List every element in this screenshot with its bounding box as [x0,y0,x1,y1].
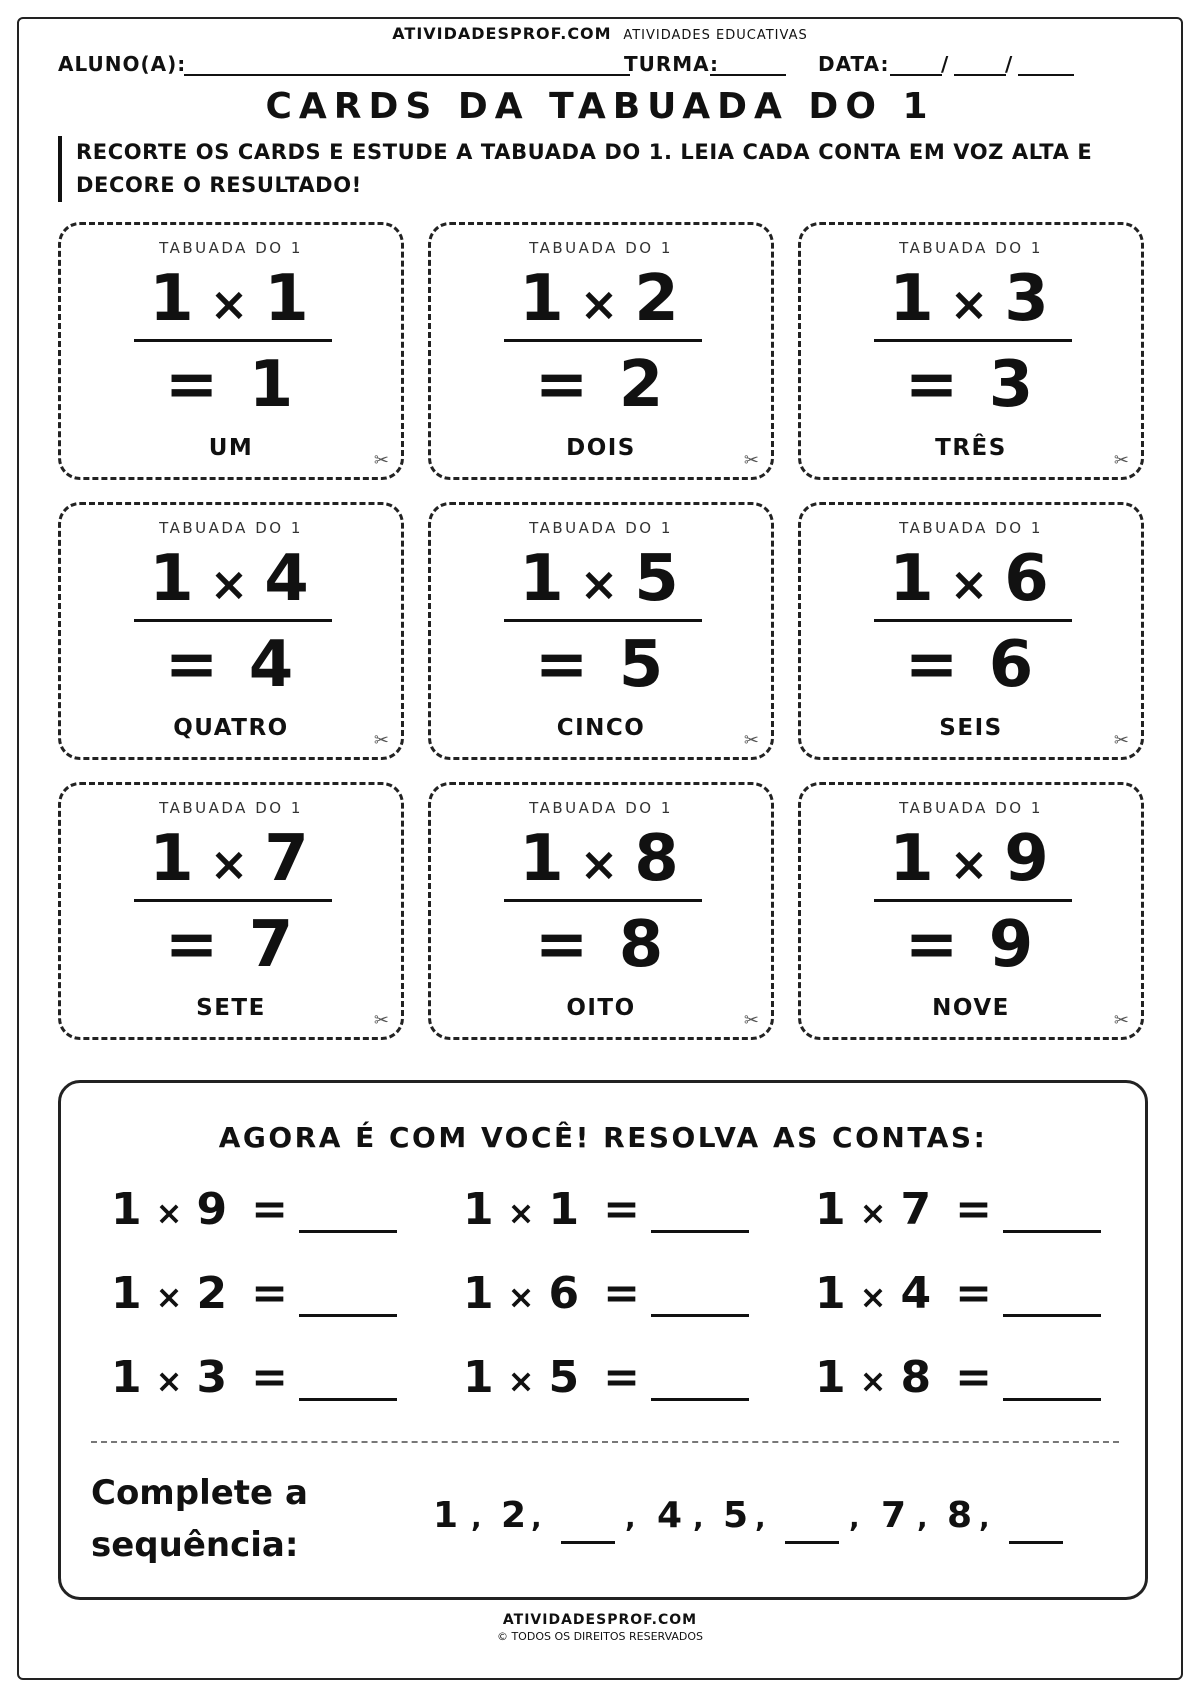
problem-expression [111,1268,290,1319]
answer-blank[interactable] [651,1398,749,1401]
times-sign: × [859,1362,889,1400]
problem-operand-b: 2 [196,1268,230,1319]
flash-card [798,222,1144,480]
equals-sign: = [603,1352,642,1403]
times-sign: × [859,1278,889,1316]
card-equation [431,819,771,904]
flash-card [58,782,404,1040]
class-label: TURMA: [624,52,720,76]
problem-operand-a: 1 [111,1184,144,1235]
date-day-field[interactable] [890,74,942,76]
instruction-text: RECORTE OS CARDS E ESTUDE A TABUADA DO 1. LEIA CADA CONTA EM VOZ ALTA E DECORE O RESULTADO! [58,136,1118,202]
times-sign: × [155,1194,185,1232]
card-equation [801,259,1141,344]
card-word: NOVE [932,995,1010,1021]
card-equation [61,539,401,624]
problem-expression [463,1268,642,1319]
card-operand-b: 2 [634,262,683,336]
card-divider-line [134,899,332,902]
date-separator: / [941,52,950,76]
times-sign: × [859,1194,889,1232]
date-year-field[interactable] [1018,74,1074,76]
answer-blank[interactable] [1003,1398,1101,1401]
problem-operand-a: 1 [111,1268,144,1319]
problem-operand-a: 1 [463,1184,496,1235]
card-operand-a: 1 [519,542,568,616]
flash-card [798,782,1144,1040]
card-word: TRÊS [935,435,1007,461]
footer [0,1612,1200,1643]
problem-operand-a: 1 [463,1268,496,1319]
scissors-icon: ✂ [743,730,759,751]
answer-blank[interactable] [1003,1314,1101,1317]
equals-sign: = [251,1184,290,1235]
answer-blank[interactable] [1003,1230,1101,1233]
card-operand-b: 3 [1004,262,1053,336]
sequence-number: 5 [723,1495,749,1536]
sequence-separator: , [531,1501,542,1534]
sequence-blank[interactable] [785,1541,839,1544]
math-problem [463,1351,763,1411]
sequence-number: 1 [433,1495,459,1536]
sequence-label [91,1467,308,1571]
times-sign: × [579,557,623,611]
equals-sign: = [955,1184,994,1235]
card-operand-b: 8 [634,822,683,896]
card-operand-a: 1 [519,822,568,896]
scissors-icon: ✂ [1113,1010,1129,1031]
card-label: TABUADA DO 1 [899,239,1043,257]
problem-expression [111,1184,290,1235]
card-operand-b: 4 [264,542,313,616]
site-name: ATIVIDADESPROF.COM [392,24,612,43]
card-result: = 6 [904,628,1038,702]
problem-operand-b: 9 [196,1184,230,1235]
student-name-label: ALUNO(A): [58,52,187,76]
problem-operand-b: 6 [548,1268,582,1319]
card-word: DOIS [566,435,636,461]
sequence-separator: , [755,1501,766,1534]
problem-expression [463,1184,642,1235]
card-equation [431,539,771,624]
card-label: TABUADA DO 1 [899,799,1043,817]
equals-sign: = [251,1352,290,1403]
answer-blank[interactable] [299,1398,397,1401]
math-problem [815,1267,1115,1327]
flash-card [798,502,1144,760]
divider [91,1441,1119,1443]
card-divider-line [504,899,702,902]
scissors-icon: ✂ [373,450,389,471]
card-operand-b: 9 [1004,822,1053,896]
sequence-number: 8 [947,1495,973,1536]
card-result: = 5 [534,628,668,702]
sequence-blank[interactable] [561,1541,615,1544]
card-result: = 7 [164,908,298,982]
sequence-blank[interactable] [1009,1541,1063,1544]
card-result: = 1 [164,348,298,422]
sequence-separator: , [625,1501,636,1534]
card-operand-a: 1 [889,262,938,336]
math-problem [815,1183,1115,1243]
problem-expression [815,1184,994,1235]
card-label: TABUADA DO 1 [529,519,673,537]
card-operand-b: 5 [634,542,683,616]
problem-operand-b: 7 [900,1184,934,1235]
times-sign: × [579,277,623,331]
times-sign: × [949,837,993,891]
card-operand-b: 1 [264,262,313,336]
sequence-separator: , [917,1501,928,1534]
card-operand-a: 1 [519,262,568,336]
card-operand-b: 6 [1004,542,1053,616]
sequence-label-line-1: Complete a [91,1473,308,1513]
card-divider-line [134,339,332,342]
date-label: DATA: [818,52,890,76]
card-operand-a: 1 [889,542,938,616]
equals-sign: = [603,1268,642,1319]
problem-operand-a: 1 [463,1352,496,1403]
card-result: = 2 [534,348,668,422]
footer-site: ATIVIDADESPROF.COM [502,1612,698,1628]
card-word: UM [208,435,254,461]
exercise-box [58,1080,1148,1600]
problem-operand-a: 1 [815,1184,848,1235]
flash-card [58,502,404,760]
card-label: TABUADA DO 1 [529,239,673,257]
problem-operand-b: 5 [548,1352,582,1403]
card-word: CINCO [556,715,646,741]
date-month-field[interactable] [954,74,1006,76]
problem-operand-a: 1 [111,1352,144,1403]
times-sign: × [507,1362,537,1400]
card-result: = 4 [164,628,298,702]
card-equation [61,819,401,904]
card-divider-line [504,619,702,622]
card-divider-line [134,619,332,622]
card-divider-line [874,339,1072,342]
problem-operand-b: 4 [900,1268,934,1319]
times-sign: × [949,557,993,611]
flash-card [428,222,774,480]
math-problem [815,1351,1115,1411]
card-label: TABUADA DO 1 [159,519,303,537]
times-sign: × [949,277,993,331]
flash-card [428,782,774,1040]
scissors-icon: ✂ [373,730,389,751]
answer-blank[interactable] [651,1314,749,1317]
math-problem [463,1267,763,1327]
card-equation [61,259,401,344]
problem-operand-b: 3 [196,1352,230,1403]
card-word: OITO [566,995,636,1021]
math-problem [111,1351,411,1411]
card-label: TABUADA DO 1 [159,239,303,257]
times-sign: × [209,277,253,331]
card-equation [801,539,1141,624]
sequence-separator: , [471,1501,482,1534]
times-sign: × [209,557,253,611]
scissors-icon: ✂ [743,450,759,471]
card-label: TABUADA DO 1 [899,519,1043,537]
answer-blank[interactable] [651,1230,749,1233]
card-label: TABUADA DO 1 [159,799,303,817]
footer-copyright: © TODOS OS DIREITOS RESERVADOS [496,1630,704,1643]
card-divider-line [874,899,1072,902]
times-sign: × [155,1278,185,1316]
problem-operand-b: 8 [900,1352,934,1403]
problem-operand-b: 1 [548,1184,582,1235]
page-title: CARDS DA TABUADA DO 1 [265,86,935,127]
date-separator: / [1005,52,1014,76]
card-operand-a: 1 [149,542,198,616]
student-info-row [58,52,1148,80]
sequence-separator: , [979,1501,990,1534]
math-problem [463,1183,763,1243]
sequence-separator: , [849,1501,860,1534]
flash-card [58,222,404,480]
times-sign: × [579,837,623,891]
problem-operand-a: 1 [815,1352,848,1403]
problem-expression [815,1352,994,1403]
scissors-icon: ✂ [373,1010,389,1031]
card-divider-line [504,339,702,342]
sequence-number: 4 [657,1495,683,1536]
scissors-icon: ✂ [1113,450,1129,471]
card-label: TABUADA DO 1 [529,799,673,817]
sequence-separator: , [693,1501,704,1534]
site-header [0,24,1200,43]
equals-sign: = [251,1268,290,1319]
problem-expression [463,1352,642,1403]
card-equation [431,259,771,344]
sequence-label-line-2: sequência: [91,1525,299,1565]
answer-blank[interactable] [299,1230,397,1233]
equals-sign: = [955,1352,994,1403]
math-problem [111,1267,411,1327]
card-equation [801,819,1141,904]
scissors-icon: ✂ [1113,730,1129,751]
sequence-number: 2 [501,1495,527,1536]
card-divider-line [874,619,1072,622]
problem-operand-a: 1 [815,1268,848,1319]
site-tagline: ATIVIDADES EDUCATIVAS [623,28,808,43]
card-word: SEIS [939,715,1003,741]
student-name-field[interactable] [184,74,630,76]
times-sign: × [507,1278,537,1316]
problem-expression [111,1352,290,1403]
card-word: SETE [196,995,266,1021]
problem-expression [815,1268,994,1319]
times-sign: × [209,837,253,891]
card-operand-a: 1 [149,262,198,336]
math-problem [111,1183,411,1243]
flash-card [428,502,774,760]
card-result: = 3 [904,348,1038,422]
sequence-number: 7 [881,1495,907,1536]
card-word: QUATRO [173,715,289,741]
card-operand-a: 1 [889,822,938,896]
times-sign: × [155,1362,185,1400]
scissors-icon: ✂ [743,1010,759,1031]
times-sign: × [507,1194,537,1232]
card-operand-b: 7 [264,822,313,896]
equals-sign: = [603,1184,642,1235]
answer-blank[interactable] [299,1314,397,1317]
equals-sign: = [955,1268,994,1319]
exercise-title: AGORA É COM VOCÊ! RESOLVA AS CONTAS: [218,1121,988,1154]
card-operand-a: 1 [149,822,198,896]
class-field[interactable] [710,74,786,76]
card-result: = 8 [534,908,668,982]
card-result: = 9 [904,908,1038,982]
